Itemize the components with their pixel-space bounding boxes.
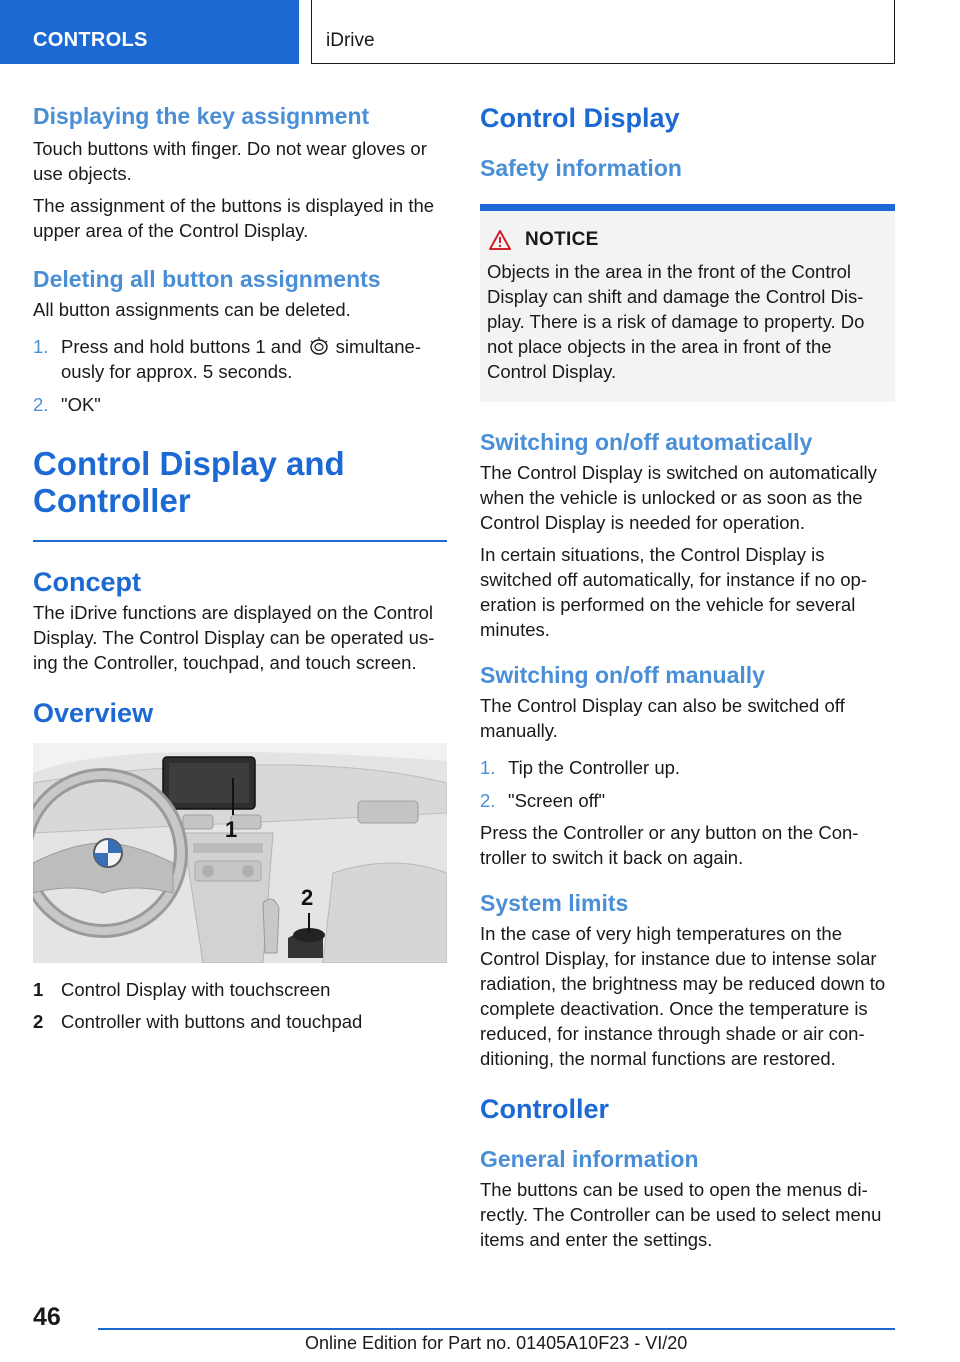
controller-icon	[308, 336, 330, 356]
heading-deleting-assignments: Deleting all button assignments	[33, 266, 381, 292]
paragraph-auto-1: The Control Display is switched on automatically when the vehicle is unlocked or as soon as the Control Display is needed for operation.	[480, 462, 877, 533]
step-number: 1.	[480, 757, 496, 778]
deleting-steps-list	[33, 334, 447, 417]
callout-2: 2	[301, 885, 314, 910]
paragraph-auto-2: In certain situations, the Control Display is switched off automatically, for instance if no op-eration is performed on the vehicle for several minutes.	[480, 544, 867, 640]
footer-edition: Online Edition for Part no. 01405A10F23 - VI/20	[305, 1333, 688, 1353]
header-topic: iDrive	[326, 30, 375, 51]
paragraph-switch-back: Press the Controller or any button on the Con-troller to switch it back on again.	[480, 822, 859, 868]
heading-control-display: Control Display	[480, 103, 680, 133]
header-divider	[311, 0, 312, 64]
legend-number: 1	[33, 979, 44, 1000]
header-section-tab	[0, 0, 299, 64]
list-item	[33, 334, 447, 384]
overview-legend	[33, 977, 447, 1034]
notice-header	[487, 229, 888, 251]
step-text: Tip the Controller up.	[508, 757, 681, 778]
list-item	[33, 392, 447, 417]
legend-text: Controller with buttons and touchpad	[61, 1011, 363, 1032]
paragraph-assignment: The assignment of the buttons is displayed in the upper area of the Control Display.	[33, 195, 435, 241]
heading-safety-information: Safety information	[480, 155, 682, 181]
step-number: 1.	[33, 336, 49, 357]
notice-text: Objects in the area in the front of the Control Display can shift and damage the Control Dis-play. There is a risk of damage to property. Do not place objects in the area in front of the Control Display.	[487, 261, 865, 382]
paragraph-touch: Touch buttons with finger. Do not wear gloves or use objects.	[33, 138, 427, 184]
list-item	[480, 755, 895, 780]
left-column	[33, 100, 447, 1041]
header-right-border	[894, 0, 895, 64]
heading-concept: Concept	[33, 567, 141, 597]
section-rule	[33, 540, 447, 542]
legend-text: Control Display with touchscreen	[61, 979, 331, 1000]
heading-controller: Controller	[480, 1094, 610, 1124]
heading-system-limits: System limits	[480, 890, 629, 916]
manual-steps-list	[480, 755, 895, 813]
footer-rule	[98, 1328, 895, 1330]
heading-display-key-assignment: Displaying the key assignment	[33, 103, 370, 129]
warning-icon	[489, 230, 511, 250]
paragraph-manual: The Control Display can also be switched off manually.	[480, 695, 845, 741]
heading-switching-auto: Switching on/off automatically	[480, 429, 813, 455]
legend-row	[33, 977, 447, 1002]
heading-general-information: General information	[480, 1146, 699, 1172]
paragraph-concept: The iDrive functions are displayed on the Control Display. The Control Display can be operated us-ing the Controller, touchpad, and touch screen.	[33, 602, 435, 673]
notice-box	[480, 204, 895, 402]
heading-switching-manual: Switching on/off manually	[480, 662, 765, 688]
step-number: 2.	[480, 790, 496, 811]
notice-label: NOTICE	[525, 229, 599, 250]
header-section-label: CONTROLS	[33, 29, 148, 51]
callout-1: 1	[225, 817, 238, 842]
overview-illustration	[33, 743, 447, 963]
step-text-pre: Press and hold buttons 1 and	[61, 336, 302, 357]
step-text: "Screen off"	[508, 790, 606, 811]
step-text-post: simultane-ously for approx. 5 seconds.	[61, 336, 422, 382]
paragraph-deleted: All button assignments can be deleted.	[33, 299, 351, 320]
heading-control-display-and-controller: Control Display and Controller	[33, 445, 345, 519]
list-item	[480, 788, 895, 813]
step-text: "OK"	[61, 394, 101, 415]
header-bottom-border	[311, 63, 895, 64]
legend-number: 2	[33, 1011, 44, 1032]
step-number: 2.	[33, 394, 49, 415]
right-column	[480, 100, 895, 1252]
page-number: 46	[33, 1303, 61, 1331]
legend-row	[33, 1009, 447, 1034]
paragraph-general: The buttons can be used to open the menus di-rectly. The Controller can be used to select menu items and enter the settings.	[480, 1179, 882, 1250]
paragraph-limits: In the case of very high temperatures on the Control Display, for instance due to intense solar radiation, the brightness may be reduced down to complete deactivation. Once the temperature is reduced, for instance through shade or air con-ditioning, the normal functions are restored.	[480, 923, 886, 1069]
heading-overview: Overview	[33, 698, 154, 728]
